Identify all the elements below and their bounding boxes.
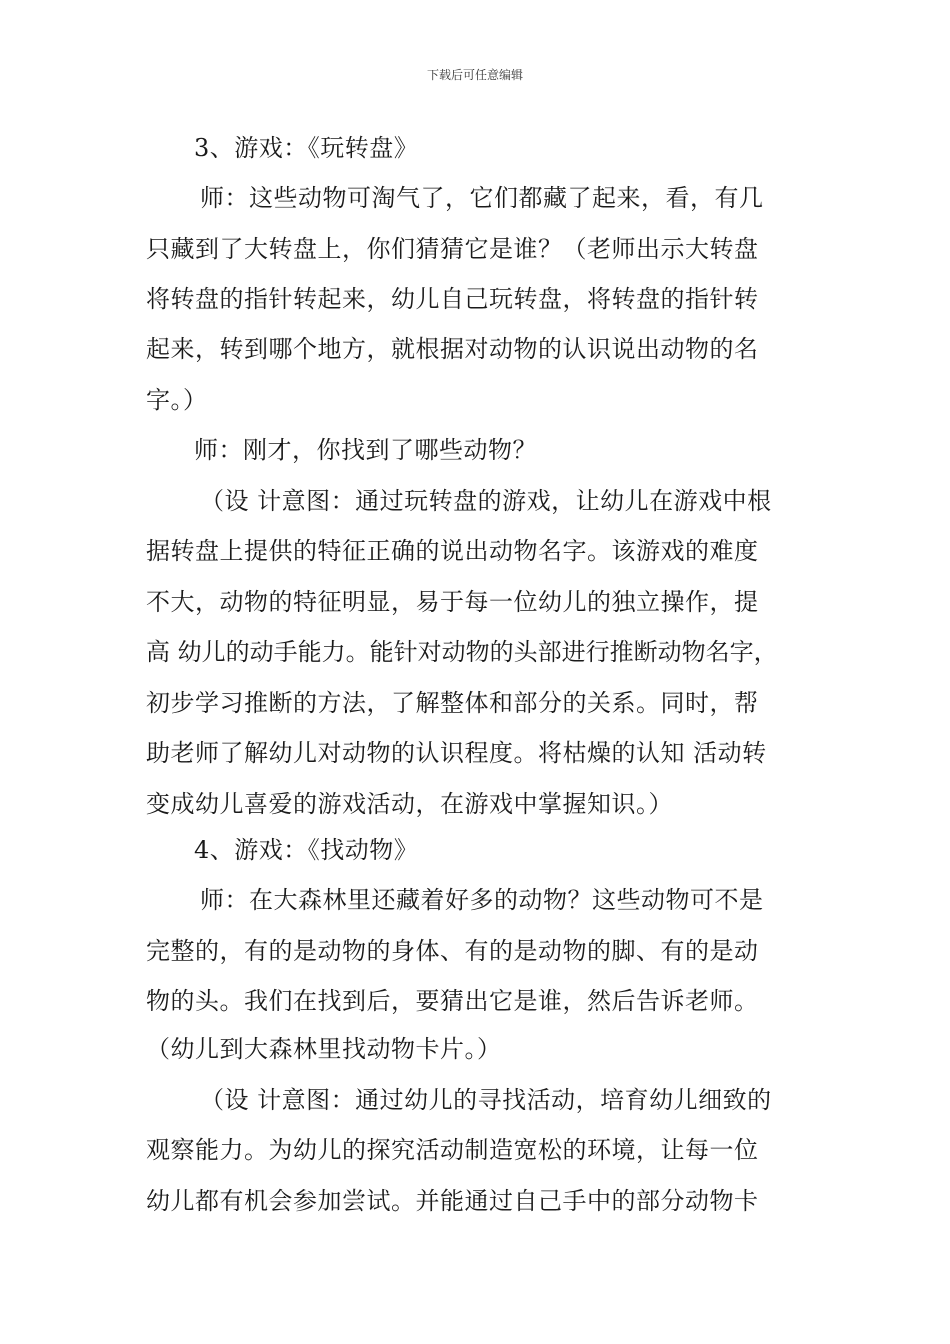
body-line: 不大，动物的特征明显，易于每一位幼儿的独立操作，提 bbox=[146, 588, 759, 616]
body-line: （设 计意图：通过玩转盘的游戏，让幼儿在游戏中根 bbox=[200, 487, 772, 515]
body-line: 师：在大森林里还藏着好多的动物？这些动物可不是 bbox=[200, 886, 764, 914]
body-line: 观察能力。为幼儿的探究活动制造宽松的环境，让每一位 bbox=[146, 1136, 759, 1164]
body-line: 据转盘上提供的特征正确的说出动物名字。该游戏的难度 bbox=[146, 537, 759, 565]
body-line: 起来，转到哪个地方，就根据对动物的认识说出动物的名 bbox=[146, 335, 759, 363]
section-heading: 3、游戏：《玩转盘》 bbox=[194, 134, 419, 162]
body-line: 变成幼儿喜爱的游戏活动，在游戏中掌握知识。） bbox=[146, 790, 673, 818]
section-heading: 4、游戏：《找动物》 bbox=[194, 836, 419, 864]
body-line: 将转盘的指针转起来，幼儿自己玩转盘，将转盘的指针转 bbox=[146, 285, 759, 313]
body-line: 幼儿都有机会参加尝试。并能通过自己手中的部分动物卡 bbox=[146, 1187, 759, 1215]
body-line: 师：这些动物可淘气了，它们都藏了起来，看，有几 bbox=[200, 184, 764, 212]
body-line: 高 幼儿的动手能力。能针对动物的头部进行推断动物名字， bbox=[146, 638, 778, 666]
body-line: 字。） bbox=[146, 386, 208, 414]
body-line: 师：刚才，你找到了哪些动物？ bbox=[194, 436, 537, 464]
page-header: 下载后可任意编辑 bbox=[426, 68, 523, 82]
body-line: 物的头。我们在找到后，要猜出它是谁，然后告诉老师。 bbox=[146, 987, 759, 1015]
body-line: 助老师了解幼儿对动物的认识程度。将枯燥的认知 活动转 bbox=[146, 739, 767, 767]
body-line: 初步学习推断的方法，了解整体和部分的关系。同时，帮 bbox=[146, 689, 759, 717]
body-line: （设 计意图：通过幼儿的寻找活动，培育幼儿细致的 bbox=[200, 1086, 772, 1114]
body-line: （幼儿到大森林里找动物卡片。） bbox=[146, 1035, 502, 1063]
body-line: 完整的，有的是动物的身体、有的是动物的脚、有的是动 bbox=[146, 937, 759, 965]
body-line: 只藏到了大转盘上，你们猜猜它是谁？（老师出示大转盘 bbox=[146, 235, 759, 263]
